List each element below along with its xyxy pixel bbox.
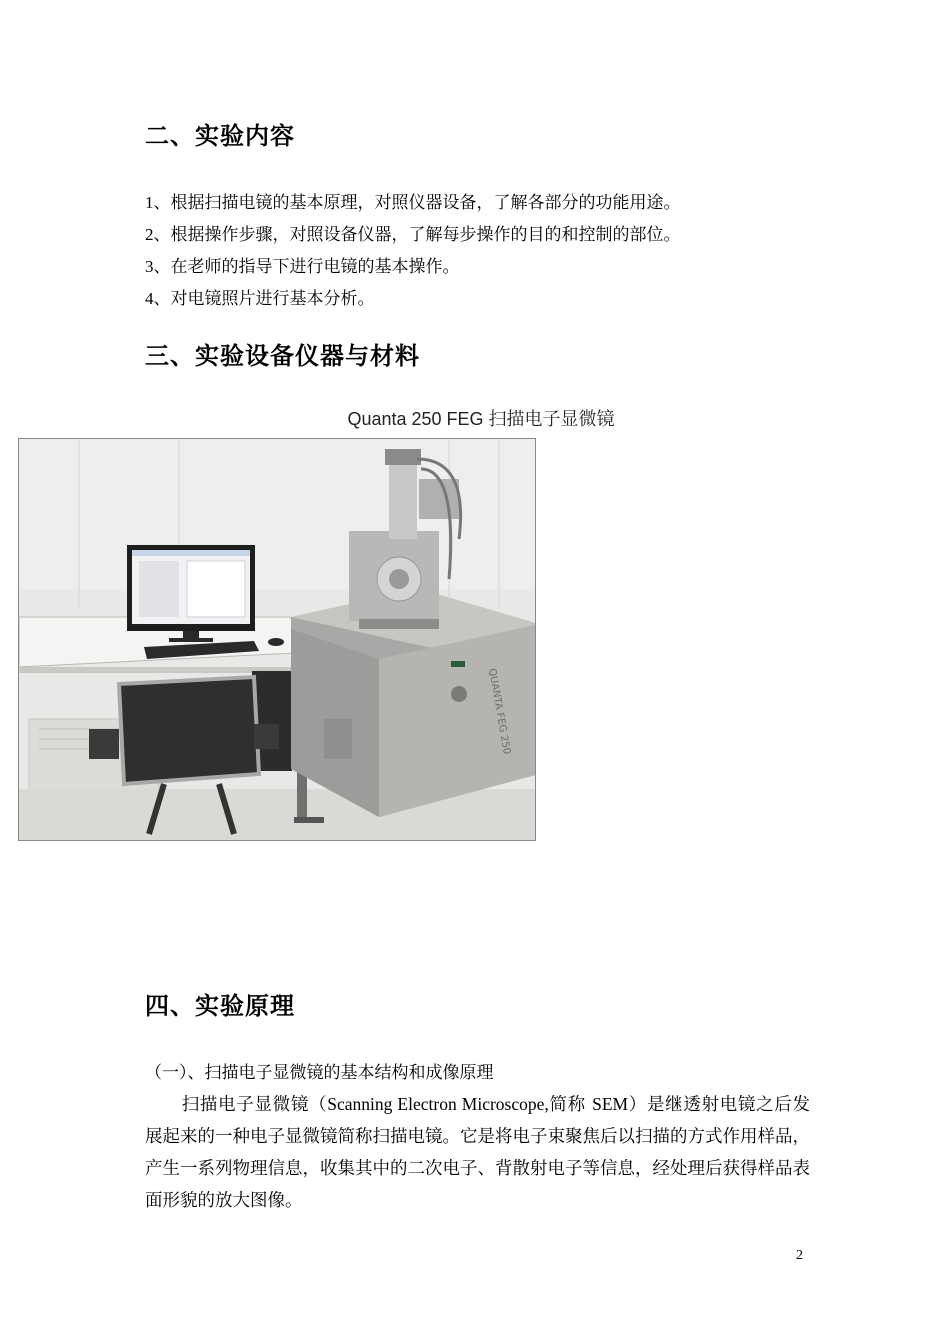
page-number: 2: [796, 1248, 803, 1263]
list-item: 1、根据扫描电镜的基本原理，对照仪器设备，了解各部分的功能用途。: [145, 193, 681, 213]
list-item: 3、在老师的指导下进行电镜的基本操作。: [145, 257, 460, 277]
list-item: 4、对电镜照片进行基本分析。: [145, 289, 375, 309]
figure-caption: Quanta 250 FEG 扫描电子显微镜: [347, 409, 615, 429]
machine-label: QUANTA FEG 250: [486, 667, 512, 756]
subsection-heading: （一）、扫描电子显微镜的基本结构和成像原理: [145, 1063, 494, 1083]
principle-paragraph: 扫描电子显微镜（Scanning Electron Microscope,简称 SEM）是继透射电镜之后发展起来的一种电子显微镜简称扫描电镜。它是将电子束聚焦后以扫描的方式作用样品，产生一系列物理信息，收集其中的二次电子、背散射电子等信息，经处理后获得样品表面形貌的放大图像。: [145, 1094, 810, 1211]
list-item: 2、根据操作步骤，对照设备仪器，了解每步操作的目的和控制的部位。: [145, 225, 681, 245]
sem-instrument-photo: [18, 438, 536, 841]
section-heading-equipment: 三、实验设备仪器与材料: [145, 342, 420, 370]
section-heading-content: 二、实验内容: [145, 122, 295, 150]
section-heading-principle: 四、实验原理: [145, 992, 295, 1020]
